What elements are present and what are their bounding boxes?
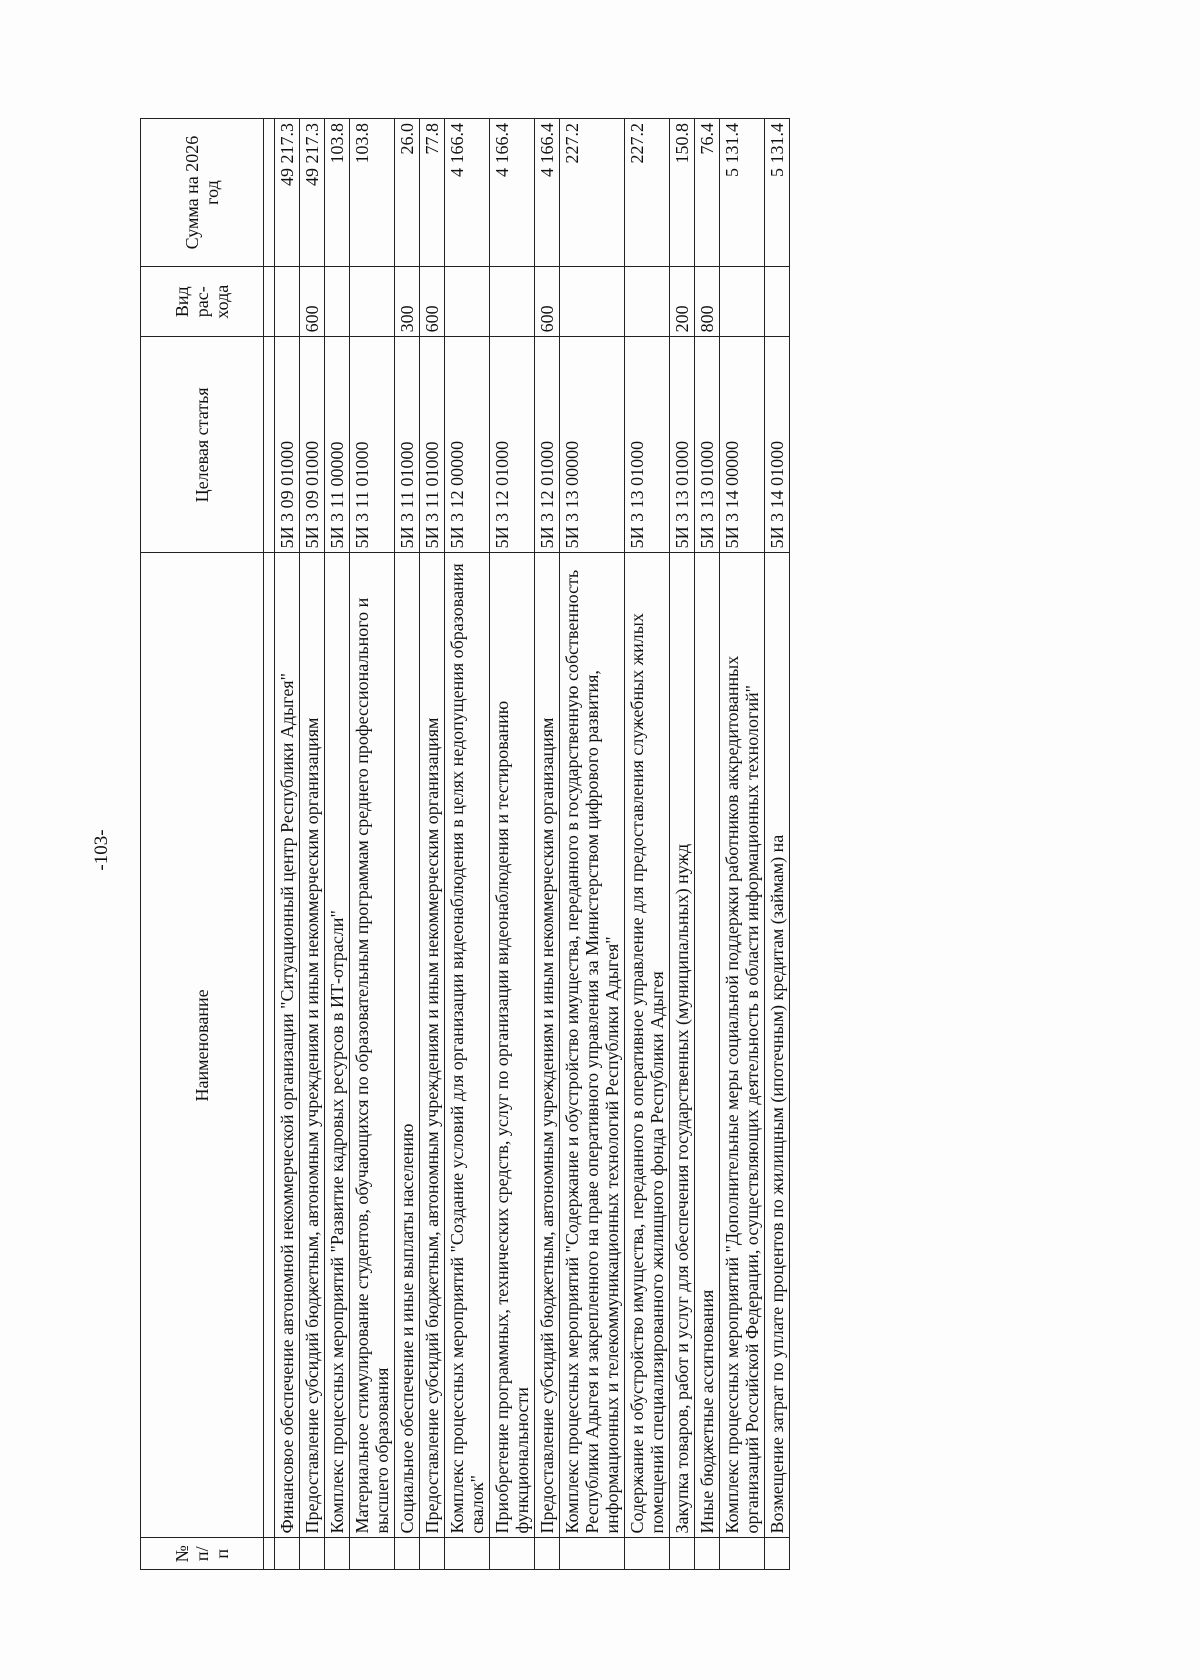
header-num: № п/п bbox=[141, 1538, 264, 1570]
row-name: Предоставление субсидий бюджетным, автономным учреждениям и иным некоммерческим организациям bbox=[300, 553, 325, 1538]
row-kind: 200 bbox=[670, 267, 695, 337]
row-kind bbox=[490, 267, 535, 337]
row-name: Финансовое обеспечение автономной некоммерческой организации "Ситуационный центр Республики Адыгея" bbox=[275, 553, 300, 1538]
row-code: 5И 3 11 00000 bbox=[325, 337, 350, 553]
row-name: Комплекс процессных мероприятий "Дополнительные меры социальной поддержки работников аккредитованных организаций Российской Федерации, осуществляющих деятельность в области информационных технологий" bbox=[720, 553, 765, 1538]
table-row bbox=[325, 119, 350, 1570]
row-kind: 300 bbox=[395, 267, 420, 337]
row-kind bbox=[720, 267, 765, 337]
row-code: 5И 3 12 01000 bbox=[490, 337, 535, 553]
row-kind bbox=[275, 267, 300, 337]
row-sum: 4 166.4 bbox=[535, 119, 560, 267]
table-row bbox=[535, 119, 560, 1570]
row-sum: 4 166.4 bbox=[490, 119, 535, 267]
row-kind bbox=[765, 267, 790, 337]
table-row bbox=[625, 119, 670, 1570]
row-num bbox=[670, 1538, 695, 1570]
row-num bbox=[420, 1538, 445, 1570]
rotated-table-container bbox=[140, 118, 1200, 1570]
row-sum: 103.8 bbox=[325, 119, 350, 267]
row-code: 5И 3 13 01000 bbox=[670, 337, 695, 553]
row-name: Содержание и обустройство имущества, переданного в оперативное управление для предоставления служебных жилых помещений специализированного жилищного фонда Республики Адыгея bbox=[625, 553, 670, 1538]
row-name: Комплекс процессных мероприятий "Развитие кадровых ресурсов в ИТ-отрасли" bbox=[325, 553, 350, 1538]
row-name: Иные бюджетные ассигнования bbox=[695, 553, 720, 1538]
row-sum: 76.4 bbox=[695, 119, 720, 267]
row-name: Предоставление субсидий бюджетным, автономным учреждениям и иным некоммерческим организациям bbox=[420, 553, 445, 1538]
row-num bbox=[765, 1538, 790, 1570]
budget-table bbox=[140, 118, 790, 1570]
table-row bbox=[560, 119, 625, 1570]
row-name: Предоставление субсидий бюджетным, автономным учреждениям и иным некоммерческим организациям bbox=[535, 553, 560, 1538]
row-name: Комплекс процессных мероприятий "Содержание и обустройство имущества, переданного в государственную собственность Республики Адыгея и закрепленного на праве оперативного управления за Министерством цифрового развития, информационных и телекоммуникационных технологий Республики Адыгея" bbox=[560, 553, 625, 1538]
header-kind: Вид рас-хода bbox=[141, 267, 264, 337]
row-code: 5И 3 14 00000 bbox=[720, 337, 765, 553]
row-num bbox=[395, 1538, 420, 1570]
table-header bbox=[141, 119, 275, 1570]
row-name: Материальное стимулирование студентов, обучающихся по образовательным программам среднего профессионального и высшего образования bbox=[350, 553, 395, 1538]
table-row bbox=[720, 119, 765, 1570]
row-kind: 600 bbox=[535, 267, 560, 337]
row-num bbox=[695, 1538, 720, 1570]
table-body bbox=[275, 119, 790, 1570]
row-kind: 600 bbox=[300, 267, 325, 337]
row-code: 5И 3 09 01000 bbox=[300, 337, 325, 553]
table-row bbox=[395, 119, 420, 1570]
header-code: Целевая статья bbox=[141, 337, 264, 553]
row-code: 5И 3 12 00000 bbox=[445, 337, 490, 553]
row-kind bbox=[350, 267, 395, 337]
row-num bbox=[625, 1538, 670, 1570]
row-sum: 49 217.3 bbox=[300, 119, 325, 267]
table-row bbox=[350, 119, 395, 1570]
row-name: Закупка товаров, работ и услуг для обеспечения государственных (муниципальных) нужд bbox=[670, 553, 695, 1538]
row-sum: 227.2 bbox=[560, 119, 625, 267]
row-kind: 600 bbox=[420, 267, 445, 337]
row-num bbox=[325, 1538, 350, 1570]
row-sum: 150.8 bbox=[670, 119, 695, 267]
row-code: 5И 3 13 00000 bbox=[560, 337, 625, 553]
table-row bbox=[445, 119, 490, 1570]
header-name: Наименование bbox=[141, 553, 264, 1538]
row-num bbox=[720, 1538, 765, 1570]
table-row bbox=[490, 119, 535, 1570]
row-num bbox=[350, 1538, 395, 1570]
row-sum: 77.8 bbox=[420, 119, 445, 267]
table-row bbox=[275, 119, 300, 1570]
row-num bbox=[300, 1538, 325, 1570]
row-name: Комплекс процессных мероприятий "Создание условий для организации видеонаблюдения в целях недопущения образования свалок" bbox=[445, 553, 490, 1538]
row-kind bbox=[560, 267, 625, 337]
table-row bbox=[695, 119, 720, 1570]
row-code: 5И 3 11 01000 bbox=[350, 337, 395, 553]
row-num bbox=[490, 1538, 535, 1570]
row-code: 5И 3 12 01000 bbox=[535, 337, 560, 553]
row-num bbox=[535, 1538, 560, 1570]
row-code: 5И 3 13 01000 bbox=[695, 337, 720, 553]
row-num bbox=[275, 1538, 300, 1570]
table-row bbox=[300, 119, 325, 1570]
row-sum: 5 131.4 bbox=[765, 119, 790, 267]
table-row bbox=[670, 119, 695, 1570]
row-sum: 49 217.3 bbox=[275, 119, 300, 267]
row-kind bbox=[445, 267, 490, 337]
row-name: Возмещение затрат по уплате процентов по жилищным (ипотечным) кредитам (займам) на bbox=[765, 553, 790, 1538]
row-kind bbox=[325, 267, 350, 337]
header-spacer-row bbox=[264, 119, 275, 1570]
row-code: 5И 3 11 01000 bbox=[420, 337, 445, 553]
row-sum: 5 131.4 bbox=[720, 119, 765, 267]
row-code: 5И 3 11 01000 bbox=[395, 337, 420, 553]
header-sum: Сумма на 2026 год bbox=[141, 119, 264, 267]
row-num bbox=[560, 1538, 625, 1570]
row-sum: 26.0 bbox=[395, 119, 420, 267]
row-kind bbox=[625, 267, 670, 337]
row-num bbox=[445, 1538, 490, 1570]
row-code: 5И 3 14 01000 bbox=[765, 337, 790, 553]
row-name: Приобретение программных, технических средств, услуг по организации видеонаблюдения и тестированию функциональности bbox=[490, 553, 535, 1538]
row-code: 5И 3 09 01000 bbox=[275, 337, 300, 553]
table-row bbox=[420, 119, 445, 1570]
row-code: 5И 3 13 01000 bbox=[625, 337, 670, 553]
row-sum: 227.2 bbox=[625, 119, 670, 267]
row-sum: 4 166.4 bbox=[445, 119, 490, 267]
row-sum: 103.8 bbox=[350, 119, 395, 267]
page-number: -103- bbox=[91, 829, 112, 871]
table-row bbox=[765, 119, 790, 1570]
row-name: Социальное обеспечение и иные выплаты населению bbox=[395, 553, 420, 1538]
row-kind: 800 bbox=[695, 267, 720, 337]
